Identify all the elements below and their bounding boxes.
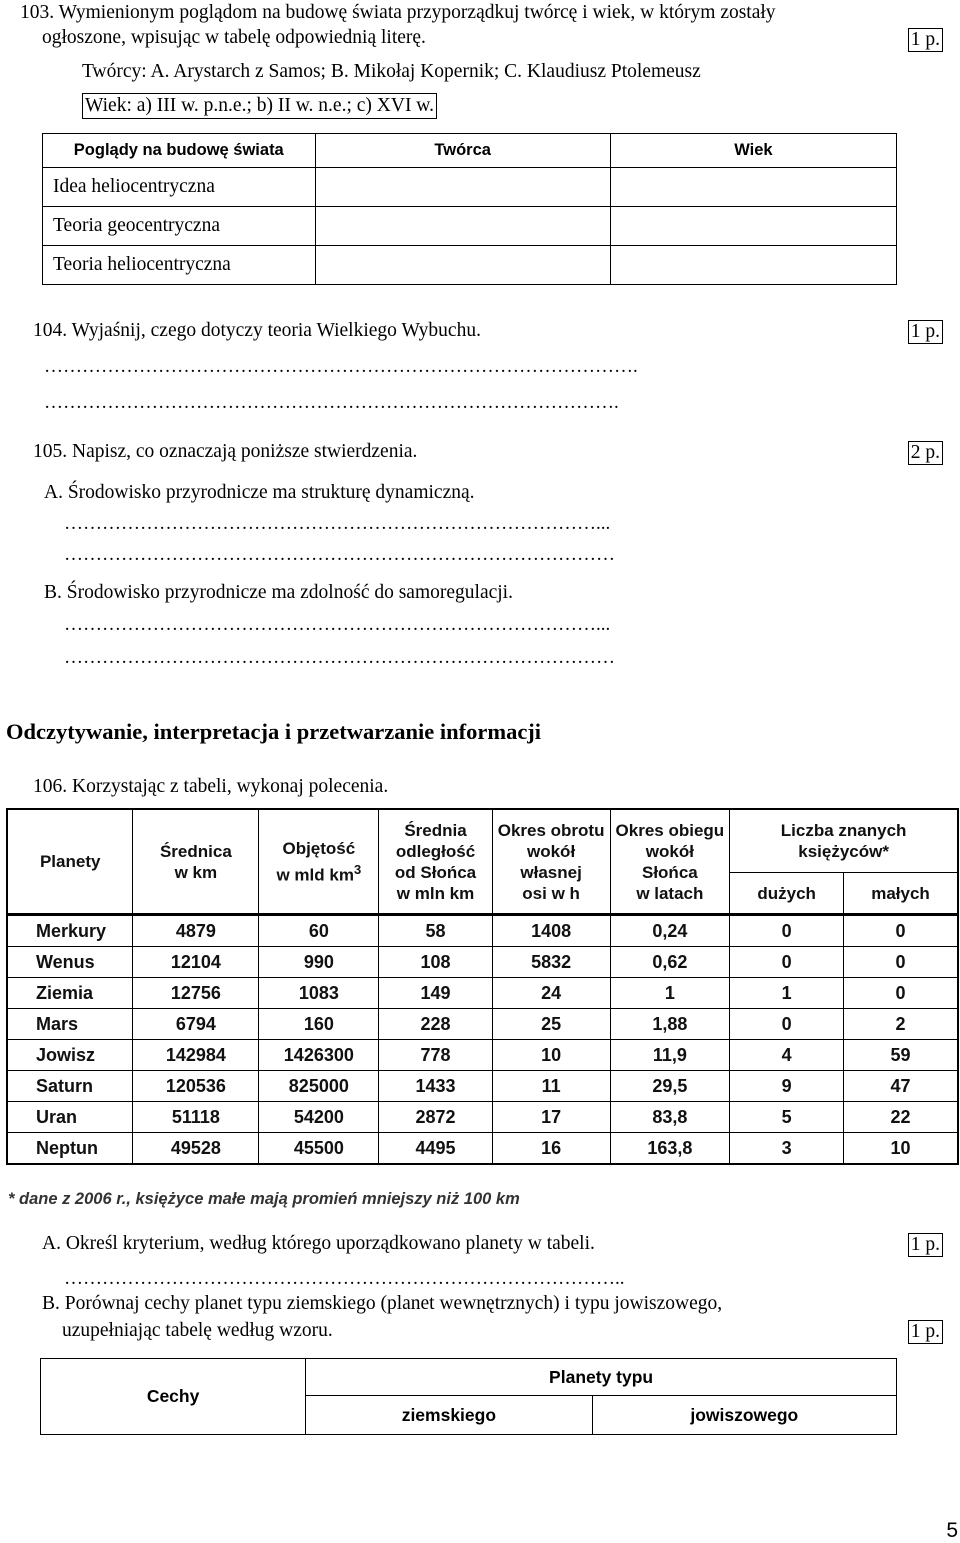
cell-distance: 4495 — [379, 1133, 492, 1165]
q104-text: 104. Wyjaśnij, czego dotyczy teoria Wielkiego Wybuchu. — [33, 320, 481, 341]
cell-planet-name: Mars — [7, 1009, 133, 1040]
q106-task-b-line1: B. Porównaj cechy planet typu ziemskiego (planet wewnętrznych) i typu jowiszowego, — [42, 1293, 723, 1314]
cell-volume: 1083 — [259, 978, 379, 1009]
q104-answer-line[interactable]: ………………………………………………………………………………. — [44, 392, 619, 413]
cell-orbit: 0,24 — [610, 915, 730, 947]
cell-moons-large: 0 — [730, 1009, 844, 1040]
q103-row-label: Teoria geocentryczna — [43, 207, 316, 246]
cell-moons-small: 22 — [844, 1102, 958, 1133]
q106-task-b-line2: uzupełniając tabelę według wzoru. — [62, 1320, 333, 1341]
cell-rotation: 16 — [492, 1133, 610, 1165]
cell-moons-small: 2 — [844, 1009, 958, 1040]
cell-orbit: 163,8 — [610, 1133, 730, 1165]
q106-a-points: 1 p. — [908, 1233, 943, 1257]
header-moons-small: małych — [844, 873, 958, 915]
header-planets: Planety — [7, 809, 133, 915]
q105-statement-b: B. Środowisko przyrodnicze ma zdolność do samoregulacji. — [44, 582, 513, 603]
compare-header-terrestrial: ziemskiego — [306, 1396, 592, 1435]
cell-planet-name: Jowisz — [7, 1040, 133, 1071]
cell-planet-name: Merkury — [7, 915, 133, 947]
q106-text: 106. Korzystając z tabeli, wykonaj polecenia. — [33, 776, 389, 797]
cell-planet-name: Neptun — [7, 1133, 133, 1165]
q103-header-author: Twórca — [315, 134, 610, 168]
cell-rotation: 10 — [492, 1040, 610, 1071]
cell-planet-name: Uran — [7, 1102, 133, 1133]
q103-ages: Wiek: a) III w. p.n.e.; b) II w. n.e.; c) XVI w. — [82, 93, 437, 119]
cell-diameter: 12756 — [133, 978, 259, 1009]
table-row — [7, 978, 958, 1009]
q103-text-line2: ogłoszone, wpisując w tabelę odpowiednią literę. — [42, 27, 426, 48]
q105-text: 105. Napisz, co oznaczają poniższe stwierdzenia. — [33, 441, 418, 462]
q103-points: 1 p. — [908, 28, 943, 52]
q105-answer-line[interactable]: …………………………………………………………………………… — [64, 544, 615, 565]
table-row — [7, 1009, 958, 1040]
cell-volume: 160 — [259, 1009, 379, 1040]
cell-planet-name: Wenus — [7, 947, 133, 978]
cell-planet-name: Saturn — [7, 1071, 133, 1102]
q103-table — [42, 133, 897, 285]
q103-age-cell[interactable] — [610, 207, 896, 246]
q103-row-label: Idea heliocentryczna — [43, 168, 316, 207]
table-row — [7, 915, 958, 947]
cell-moons-large: 1 — [730, 978, 844, 1009]
cell-volume: 990 — [259, 947, 379, 978]
cell-distance: 2872 — [379, 1102, 492, 1133]
header-moons-large: dużych — [730, 873, 844, 915]
q103-row-label: Teoria heliocentryczna — [43, 246, 316, 285]
cell-orbit: 29,5 — [610, 1071, 730, 1102]
cell-volume: 825000 — [259, 1071, 379, 1102]
q105-answer-line[interactable]: …………………………………………………………………………… — [64, 647, 615, 668]
cell-rotation: 17 — [492, 1102, 610, 1133]
cell-rotation: 1408 — [492, 915, 610, 947]
cell-moons-small: 0 — [844, 978, 958, 1009]
cell-orbit: 11,9 — [610, 1040, 730, 1071]
cell-orbit: 0,62 — [610, 947, 730, 978]
cell-moons-small: 0 — [844, 915, 958, 947]
q103-author-cell[interactable] — [315, 207, 610, 246]
q103-author-cell[interactable] — [315, 168, 610, 207]
q103-age-cell[interactable] — [610, 168, 896, 207]
cell-distance: 58 — [379, 915, 492, 947]
cell-distance: 149 — [379, 978, 492, 1009]
q106-answer-line[interactable]: …………………………………………………………………………….. — [64, 1268, 625, 1289]
q105-answer-line[interactable]: …………………………………………………………………………... — [64, 513, 611, 534]
cell-diameter: 142984 — [133, 1040, 259, 1071]
cell-diameter: 51118 — [133, 1102, 259, 1133]
cell-rotation: 25 — [492, 1009, 610, 1040]
cell-volume: 1426300 — [259, 1040, 379, 1071]
q105-points: 2 p. — [908, 441, 943, 465]
header-rotation: Okres obrotu wokół własnej osi w h — [492, 809, 610, 915]
q105-answer-line[interactable]: …………………………………………………………………………... — [64, 614, 611, 635]
cell-orbit: 83,8 — [610, 1102, 730, 1133]
compare-header-type: Planety typu — [306, 1359, 897, 1396]
q103-author-cell[interactable] — [315, 246, 610, 285]
section-heading: Odczytywanie, interpretacja i przetwarzanie informacji — [6, 719, 542, 744]
table-row — [7, 1071, 958, 1102]
cell-rotation: 24 — [492, 978, 610, 1009]
cell-moons-small: 10 — [844, 1133, 958, 1165]
compare-header-features: Cechy — [41, 1359, 306, 1435]
cell-volume: 45500 — [259, 1133, 379, 1165]
q103-age-cell[interactable] — [610, 246, 896, 285]
cell-moons-large: 0 — [730, 915, 844, 947]
planets-table — [6, 808, 959, 1165]
q103-header-views: Poglądy na budowę świata — [43, 134, 316, 168]
cell-distance: 778 — [379, 1040, 492, 1071]
cell-diameter: 6794 — [133, 1009, 259, 1040]
page-number: 5 — [946, 1519, 958, 1542]
q103-header-age: Wiek — [610, 134, 896, 168]
cell-distance: 108 — [379, 947, 492, 978]
q106-b-points: 1 p. — [908, 1320, 943, 1344]
cell-moons-small: 0 — [844, 947, 958, 978]
cell-moons-large: 4 — [730, 1040, 844, 1071]
table-row — [7, 947, 958, 978]
cell-rotation: 5832 — [492, 947, 610, 978]
cell-distance: 1433 — [379, 1071, 492, 1102]
cell-diameter: 49528 — [133, 1133, 259, 1165]
cell-diameter: 12104 — [133, 947, 259, 978]
cell-orbit: 1 — [610, 978, 730, 1009]
q103-authors: Twórcy: A. Arystarch z Samos; B. Mikołaj Kopernik; C. Klaudiusz Ptolemeusz — [82, 61, 701, 82]
cell-moons-large: 5 — [730, 1102, 844, 1133]
q103-text-line1: 103. Wymienionym poglądom na budowę świata przyporządkuj twórcę i wiek, w którym zostały — [20, 2, 776, 23]
header-distance: Średnia odległość od Słońca w mln km — [379, 809, 492, 915]
cell-moons-large: 9 — [730, 1071, 844, 1102]
table-row — [7, 1133, 958, 1165]
cell-diameter: 4879 — [133, 915, 259, 947]
q104-points: 1 p. — [908, 320, 943, 344]
header-moons: Liczba znanych księżyców* — [730, 809, 958, 873]
table-row — [7, 1102, 958, 1133]
header-diameter: Średnica w km — [133, 809, 259, 915]
cell-orbit: 1,88 — [610, 1009, 730, 1040]
table-row — [7, 1040, 958, 1071]
cell-rotation: 11 — [492, 1071, 610, 1102]
cell-moons-small: 47 — [844, 1071, 958, 1102]
compare-table — [40, 1358, 897, 1435]
cell-moons-large: 3 — [730, 1133, 844, 1165]
cell-distance: 228 — [379, 1009, 492, 1040]
cell-moons-large: 0 — [730, 947, 844, 978]
q105-statement-a: A. Środowisko przyrodnicze ma strukturę dynamiczną. — [44, 482, 475, 503]
compare-header-jovian: jowiszowego — [592, 1396, 896, 1435]
cell-moons-small: 59 — [844, 1040, 958, 1071]
q104-answer-line[interactable]: …………………………………………………………………………………. — [44, 356, 638, 377]
table-footnote: * dane z 2006 r., księżyce małe mają promień mniejszy niż 100 km — [8, 1190, 520, 1208]
cell-volume: 60 — [259, 915, 379, 947]
cell-volume: 54200 — [259, 1102, 379, 1133]
header-orbit: Okres obiegu wokół Słońca w latach — [610, 809, 730, 915]
cell-diameter: 120536 — [133, 1071, 259, 1102]
q106-task-a: A. Określ kryterium, według którego uporządkowano planety w tabeli. — [42, 1233, 595, 1254]
cell-planet-name: Ziemia — [7, 978, 133, 1009]
header-volume: Objętość w mld $km^3$ — [259, 809, 379, 915]
